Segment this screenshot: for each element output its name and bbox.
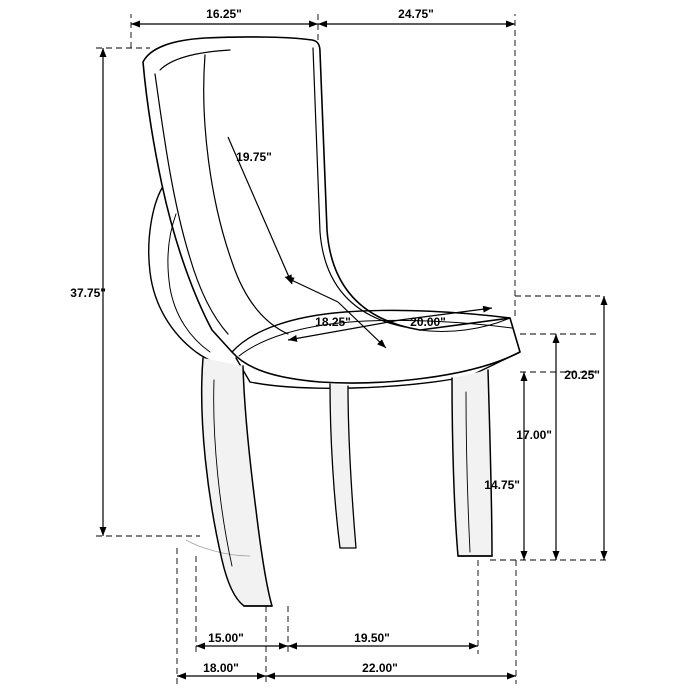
- dim-label-20-00: 20.00": [410, 315, 446, 329]
- dim-leg-base-depth: [177, 661, 266, 676]
- front-right-leg: [452, 370, 492, 556]
- dim-overall-height: [70, 48, 106, 536]
- dim-label-19-75: 19.75": [236, 150, 272, 164]
- dim-label-37-75: 37.75": [70, 286, 106, 300]
- dim-label-18-25: 18.25": [315, 315, 351, 329]
- front-left-leg: [202, 358, 272, 606]
- dim-top-right-width: [318, 7, 515, 24]
- dim-front-leg-spread: [196, 631, 288, 646]
- dim-label-16-25: 16.25": [206, 7, 242, 21]
- dim-seat-back-height: [516, 334, 556, 560]
- dim-label-24-75: 24.75": [398, 7, 434, 21]
- dim-arm-height: [564, 296, 604, 560]
- dim-label-18-00: 18.00": [203, 661, 239, 675]
- dim-seat-front-width: [288, 631, 478, 646]
- dim-label-22-00: 22.00": [362, 661, 398, 675]
- dim-label-14-75: 14.75": [484, 478, 520, 492]
- dim-overall-width: [266, 661, 516, 676]
- dim-label-15-00: 15.00": [208, 631, 244, 645]
- dim-top-left-width: [131, 7, 318, 24]
- chair-back-outline: [143, 37, 520, 383]
- dim-label-17-00: 17.00": [516, 428, 552, 442]
- dim-label-19-50: 19.50": [354, 631, 390, 645]
- dim-label-20-25: 20.25": [564, 368, 600, 382]
- rear-left-leg: [330, 384, 356, 548]
